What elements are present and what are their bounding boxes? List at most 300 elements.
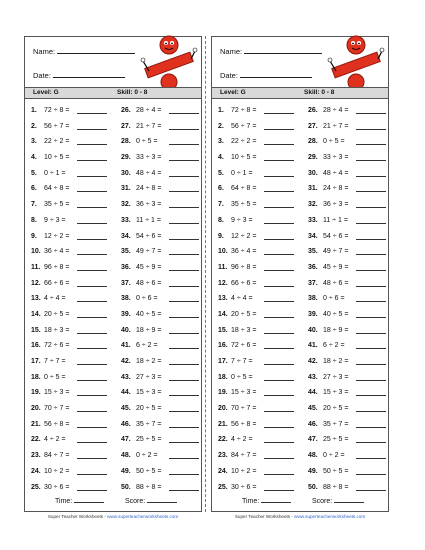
problem-item (31, 123, 69, 130)
problem-number: 15. (31, 326, 41, 334)
answer-blank[interactable] (356, 249, 386, 255)
problem-item (308, 374, 348, 381)
problem-expression: 0 ÷ 2 = (323, 452, 345, 460)
problem-item (308, 201, 348, 208)
problem-item (121, 342, 158, 349)
answer-blank[interactable] (356, 265, 386, 271)
problem-item (308, 154, 348, 161)
problem-item (31, 389, 69, 396)
problem-number: 29. (121, 154, 131, 162)
problem-item (308, 138, 345, 145)
answer-blank[interactable] (264, 171, 294, 177)
problem-expression: 66 ÷ 6 = (44, 279, 70, 287)
problem-expression: 24 ÷ 8 = (136, 185, 162, 193)
answer-blank[interactable] (356, 343, 386, 349)
answer-blank[interactable] (77, 406, 107, 412)
problem-item (121, 452, 158, 459)
problem-row (212, 311, 388, 327)
problem-list (212, 107, 388, 499)
problem-number: 13. (218, 295, 228, 303)
answer-blank[interactable] (77, 139, 107, 145)
problem-number: 7. (218, 201, 224, 209)
problem-expression: 30 ÷ 6 = (231, 483, 257, 491)
problem-number: 2. (31, 122, 37, 130)
answer-blank[interactable] (356, 375, 386, 381)
problem-item (218, 342, 256, 349)
problem-number: 45. (121, 405, 131, 413)
problem-item (121, 264, 161, 271)
answer-blank[interactable] (356, 406, 386, 412)
problem-expression: 18 ÷ 3 = (44, 326, 70, 334)
answer-blank[interactable] (169, 139, 199, 145)
answer-blank[interactable] (77, 485, 107, 491)
problem-expression: 0 ÷ 5 = (323, 138, 345, 146)
problem-number: 38. (308, 295, 318, 303)
problem-row (25, 264, 201, 280)
answer-blank[interactable] (169, 296, 199, 302)
answer-blank[interactable] (77, 328, 107, 334)
problem-item (121, 436, 161, 443)
time-field[interactable]: Time: (55, 497, 104, 505)
problem-row (212, 248, 388, 264)
answer-blank[interactable] (169, 390, 199, 396)
problem-number: 32. (308, 201, 318, 209)
problem-expression: 56 ÷ 7 = (44, 122, 70, 130)
problem-expression: 35 ÷ 5 = (44, 201, 70, 209)
cut-line (205, 36, 206, 512)
problem-expression: 25 ÷ 5 = (136, 436, 162, 444)
answer-blank[interactable] (169, 186, 199, 192)
answer-blank[interactable] (356, 453, 386, 459)
answer-blank[interactable] (264, 234, 294, 240)
problem-expression: 15 ÷ 3 = (44, 389, 70, 397)
answer-blank[interactable] (356, 155, 386, 161)
problem-expression: 12 ÷ 2 = (231, 232, 257, 240)
problem-row (212, 421, 388, 437)
answer-blank[interactable] (169, 469, 199, 475)
answer-blank[interactable] (264, 296, 294, 302)
answer-blank[interactable] (356, 328, 386, 334)
problem-item (218, 248, 256, 255)
problem-item (308, 327, 348, 334)
problem-number: 47. (308, 436, 318, 444)
problem-expression: 18 ÷ 2 = (136, 358, 162, 365)
problem-expression: 33 ÷ 3 = (136, 154, 162, 162)
problem-number: 33. (308, 216, 318, 224)
answer-blank[interactable] (169, 485, 199, 491)
answer-blank[interactable] (77, 108, 107, 114)
score-field[interactable]: Score: (312, 497, 364, 505)
problem-number: 42. (121, 358, 131, 365)
problem-item (308, 405, 348, 412)
problem-number: 5. (31, 169, 37, 177)
problem-expression: 6 ÷ 2 = (323, 342, 345, 350)
problem-number: 21. (31, 420, 41, 428)
problem-item (308, 170, 348, 177)
answer-blank[interactable] (264, 453, 294, 459)
problem-expression: 10 ÷ 5 = (231, 154, 257, 162)
problem-number: 33. (121, 216, 131, 224)
date-field[interactable]: Date: (33, 71, 125, 80)
problem-item (218, 154, 256, 161)
answer-blank[interactable] (356, 437, 386, 443)
problem-number: 1. (31, 107, 37, 114)
problem-expression: 15 ÷ 3 = (136, 389, 162, 397)
answer-blank[interactable] (169, 343, 199, 349)
problem-item (218, 170, 253, 177)
answer-blank[interactable] (77, 375, 107, 381)
answer-blank[interactable] (169, 328, 199, 334)
problem-row (212, 452, 388, 468)
problem-expression: 50 ÷ 5 = (323, 467, 349, 475)
problem-number: 34. (121, 232, 131, 240)
problem-row (25, 405, 201, 421)
problem-item (31, 484, 69, 491)
date-field[interactable]: Date: (220, 71, 312, 80)
score-field[interactable]: Score: (125, 497, 177, 505)
problem-row (212, 468, 388, 484)
problem-number: 12. (218, 279, 228, 287)
problem-item (218, 327, 256, 334)
problem-number: 1. (218, 107, 224, 114)
answer-blank[interactable] (356, 234, 386, 240)
answer-blank[interactable] (169, 422, 199, 428)
answer-blank[interactable] (77, 218, 107, 224)
answer-blank[interactable] (264, 281, 294, 287)
problem-expression: 9 ÷ 3 = (44, 216, 66, 224)
answer-blank[interactable] (77, 249, 107, 255)
problem-item (31, 436, 66, 443)
problem-item (308, 468, 348, 475)
problem-expression: 20 ÷ 5 = (323, 405, 349, 413)
problem-expression: 70 ÷ 7 = (231, 405, 257, 413)
problem-item (308, 421, 348, 428)
problem-expression: 4 ÷ 4 = (44, 295, 66, 303)
answer-blank[interactable] (356, 296, 386, 302)
answer-blank[interactable] (169, 249, 199, 255)
answer-blank[interactable] (356, 281, 386, 287)
problem-item (121, 107, 161, 114)
answer-blank[interactable] (264, 328, 294, 334)
problem-row (25, 342, 201, 358)
problem-number: 17. (218, 358, 228, 365)
problem-item (31, 233, 69, 240)
problem-number: 37. (121, 279, 131, 287)
problem-row (212, 295, 388, 311)
answer-blank[interactable] (77, 265, 107, 271)
problem-item (218, 138, 256, 145)
problem-row (25, 436, 201, 452)
problem-item (121, 154, 161, 161)
answer-blank[interactable] (264, 406, 294, 412)
problem-expression: 21 ÷ 7 = (323, 122, 349, 130)
answer-blank[interactable] (264, 437, 294, 443)
problem-item (31, 358, 66, 365)
answer-blank[interactable] (264, 265, 294, 271)
problem-item (31, 154, 69, 161)
answer-blank[interactable] (77, 359, 107, 365)
problem-expression: 0 ÷ 6 = (136, 295, 158, 303)
answer-blank[interactable] (169, 108, 199, 114)
answer-blank[interactable] (77, 296, 107, 302)
answer-blank[interactable] (264, 124, 294, 130)
problem-item (121, 185, 161, 192)
answer-blank[interactable] (77, 171, 107, 177)
answer-blank[interactable] (77, 124, 107, 130)
problem-expression: 10 ÷ 2 = (231, 467, 257, 475)
problem-item (308, 389, 348, 396)
answer-blank[interactable] (169, 218, 199, 224)
answer-blank[interactable] (264, 312, 294, 318)
problem-item (308, 484, 348, 491)
problem-expression: 0 ÷ 5 = (136, 138, 158, 146)
problem-item (218, 484, 256, 491)
answer-blank[interactable] (356, 108, 386, 114)
problem-number: 44. (121, 389, 131, 397)
problem-expression: 40 ÷ 5 = (323, 310, 349, 318)
problem-number: 8. (218, 216, 224, 224)
problem-number: 10. (31, 248, 41, 256)
problem-number: 24. (218, 467, 228, 475)
answer-blank[interactable] (169, 453, 199, 459)
problem-number: 38. (121, 295, 131, 303)
answer-blank[interactable] (356, 422, 386, 428)
answer-blank[interactable] (77, 343, 107, 349)
problem-row (212, 264, 388, 280)
problem-expression: 21 ÷ 7 = (136, 122, 162, 130)
problem-expression: 72 ÷ 6 = (44, 342, 70, 350)
problem-number: 23. (218, 452, 228, 460)
problem-item (121, 233, 161, 240)
problem-expression: 4 ÷ 2 = (44, 436, 66, 444)
problem-item (121, 170, 161, 177)
problem-item (218, 436, 253, 443)
problem-expression: 0 ÷ 6 = (323, 295, 345, 303)
problem-item (218, 405, 256, 412)
problem-number: 25. (31, 483, 41, 491)
answer-blank[interactable] (169, 155, 199, 161)
problem-row (212, 201, 388, 217)
problem-expression: 33 ÷ 3 = (323, 154, 349, 162)
problem-item (31, 468, 69, 475)
problem-item (308, 233, 348, 240)
answer-blank[interactable] (264, 390, 294, 396)
problem-item (218, 233, 256, 240)
answer-blank[interactable] (264, 155, 294, 161)
problem-row (25, 280, 201, 296)
level-skill-bar (25, 87, 201, 99)
problem-number: 10. (218, 248, 228, 256)
answer-blank[interactable] (77, 453, 107, 459)
problem-item (218, 107, 256, 114)
answer-blank[interactable] (169, 281, 199, 287)
answer-blank[interactable] (77, 469, 107, 475)
problem-number: 5. (218, 169, 224, 177)
problem-row (212, 374, 388, 390)
name-field[interactable]: Name: (220, 47, 322, 56)
problem-row (25, 217, 201, 233)
answer-blank[interactable] (264, 359, 294, 365)
problem-expression: 27 ÷ 3 = (323, 373, 349, 381)
problem-expression: 20 ÷ 5 = (231, 310, 257, 318)
credit-line: Super Teacher Worksheets - www.superteacherworksheets.com (234, 514, 366, 519)
problem-row (25, 154, 201, 170)
worksheet-header (212, 37, 388, 87)
problem-number: 43. (308, 373, 318, 381)
answer-blank[interactable] (169, 202, 199, 208)
problem-item (31, 327, 69, 334)
problem-expression: 70 ÷ 7 = (44, 405, 70, 413)
problem-number: 20. (218, 405, 228, 413)
answer-blank[interactable] (264, 343, 294, 349)
problem-item (31, 405, 69, 412)
answer-blank[interactable] (77, 422, 107, 428)
answer-blank[interactable] (77, 186, 107, 192)
answer-blank[interactable] (169, 359, 199, 365)
answer-blank[interactable] (264, 218, 294, 224)
answer-blank[interactable] (169, 124, 199, 130)
level-skill-bar (212, 87, 388, 99)
problem-expression: 96 ÷ 8 = (231, 263, 257, 271)
problem-item (308, 217, 348, 224)
problem-number: 19. (31, 389, 41, 397)
problem-number: 43. (121, 373, 131, 381)
problem-number: 46. (308, 420, 318, 428)
problem-item (218, 123, 256, 130)
problem-expression: 0 ÷ 5 = (231, 373, 253, 381)
problem-expression: 25 ÷ 5 = (323, 436, 349, 444)
answer-blank[interactable] (356, 359, 386, 365)
problem-number: 28. (121, 138, 131, 146)
answer-blank[interactable] (356, 218, 386, 224)
answer-blank[interactable] (356, 202, 386, 208)
problem-number: 18. (31, 373, 41, 381)
problem-expression: 10 ÷ 2 = (44, 467, 70, 475)
problem-item (121, 389, 161, 396)
problem-row (25, 248, 201, 264)
answer-blank[interactable] (77, 390, 107, 396)
answer-blank[interactable] (169, 265, 199, 271)
problem-expression: 7 ÷ 7 = (44, 358, 66, 365)
problem-number: 24. (31, 467, 41, 475)
problem-item (121, 280, 161, 287)
problem-item (308, 295, 345, 302)
problem-expression: 11 ÷ 1 = (323, 216, 348, 224)
answer-blank[interactable] (169, 406, 199, 412)
level-label: Level: G (220, 89, 246, 96)
problem-expression: 12 ÷ 2 = (44, 232, 70, 240)
problem-number: 3. (218, 138, 224, 146)
problem-row (25, 358, 201, 374)
answer-blank[interactable] (264, 108, 294, 114)
problem-expression: 18 ÷ 9 = (136, 326, 162, 334)
problem-number: 35. (308, 248, 318, 256)
answer-blank[interactable] (169, 437, 199, 443)
problem-expression: 88 ÷ 8 = (323, 483, 349, 491)
problem-expression: 11 ÷ 1 = (136, 216, 161, 224)
problem-number: 49. (308, 467, 318, 475)
problem-expression: 18 ÷ 9 = (323, 326, 349, 334)
answer-blank[interactable] (264, 469, 294, 475)
problem-row (212, 389, 388, 405)
answer-blank[interactable] (356, 485, 386, 491)
problem-row (212, 185, 388, 201)
answer-blank[interactable] (169, 171, 199, 177)
answer-blank[interactable] (356, 139, 386, 145)
answer-blank[interactable] (356, 171, 386, 177)
problem-item (308, 452, 345, 459)
answer-blank[interactable] (169, 234, 199, 240)
answer-blank[interactable] (356, 124, 386, 130)
answer-blank[interactable] (264, 485, 294, 491)
answer-blank[interactable] (264, 422, 294, 428)
problem-number: 16. (31, 342, 41, 350)
problem-number: 23. (31, 452, 41, 460)
problem-expression: 28 ÷ 4 = (136, 107, 162, 114)
problem-row (25, 468, 201, 484)
problem-number: 39. (121, 310, 131, 318)
answer-blank[interactable] (77, 281, 107, 287)
answer-blank[interactable] (264, 375, 294, 381)
answer-blank[interactable] (77, 202, 107, 208)
answer-blank[interactable] (356, 186, 386, 192)
problem-number: 16. (218, 342, 228, 350)
answer-blank[interactable] (264, 186, 294, 192)
problem-expression: 15 ÷ 3 = (231, 389, 257, 397)
answer-blank[interactable] (264, 249, 294, 255)
problem-item (121, 138, 158, 145)
answer-blank[interactable] (264, 202, 294, 208)
answer-blank[interactable] (77, 155, 107, 161)
answer-blank[interactable] (77, 234, 107, 240)
time-field[interactable]: Time: (242, 497, 291, 505)
problem-number: 36. (308, 263, 318, 271)
problem-number: 12. (31, 279, 41, 287)
credit-link[interactable]: www.superteacherworksheets.com (294, 514, 366, 519)
problem-expression: 35 ÷ 5 = (231, 201, 257, 209)
answer-blank[interactable] (77, 312, 107, 318)
problem-number: 48. (121, 452, 131, 460)
problem-list (25, 107, 201, 499)
problem-row (212, 342, 388, 358)
problem-row (25, 421, 201, 437)
answer-blank[interactable] (264, 139, 294, 145)
problem-item (31, 264, 69, 271)
problem-expression: 36 ÷ 4 = (44, 248, 70, 256)
answer-blank[interactable] (356, 312, 386, 318)
problem-expression: 40 ÷ 5 = (136, 310, 162, 318)
problem-row (212, 280, 388, 296)
problem-item (218, 468, 256, 475)
problem-row (212, 138, 388, 154)
problem-expression: 50 ÷ 5 = (136, 467, 162, 475)
problem-item (308, 436, 348, 443)
answer-blank[interactable] (356, 469, 386, 475)
problem-number: 9. (218, 232, 224, 240)
name-field[interactable]: Name: (33, 47, 135, 56)
answer-blank[interactable] (169, 312, 199, 318)
problem-number: 26. (308, 107, 318, 114)
problem-expression: 96 ÷ 8 = (44, 263, 70, 271)
problem-item (218, 280, 256, 287)
answer-blank[interactable] (356, 390, 386, 396)
problem-number: 31. (121, 185, 131, 193)
credit-link[interactable]: www.superteacherworksheets.com (107, 514, 179, 519)
problem-expression: 18 ÷ 3 = (231, 326, 257, 334)
answer-blank[interactable] (77, 437, 107, 443)
answer-blank[interactable] (169, 375, 199, 381)
problem-expression: 56 ÷ 8 = (44, 420, 70, 428)
